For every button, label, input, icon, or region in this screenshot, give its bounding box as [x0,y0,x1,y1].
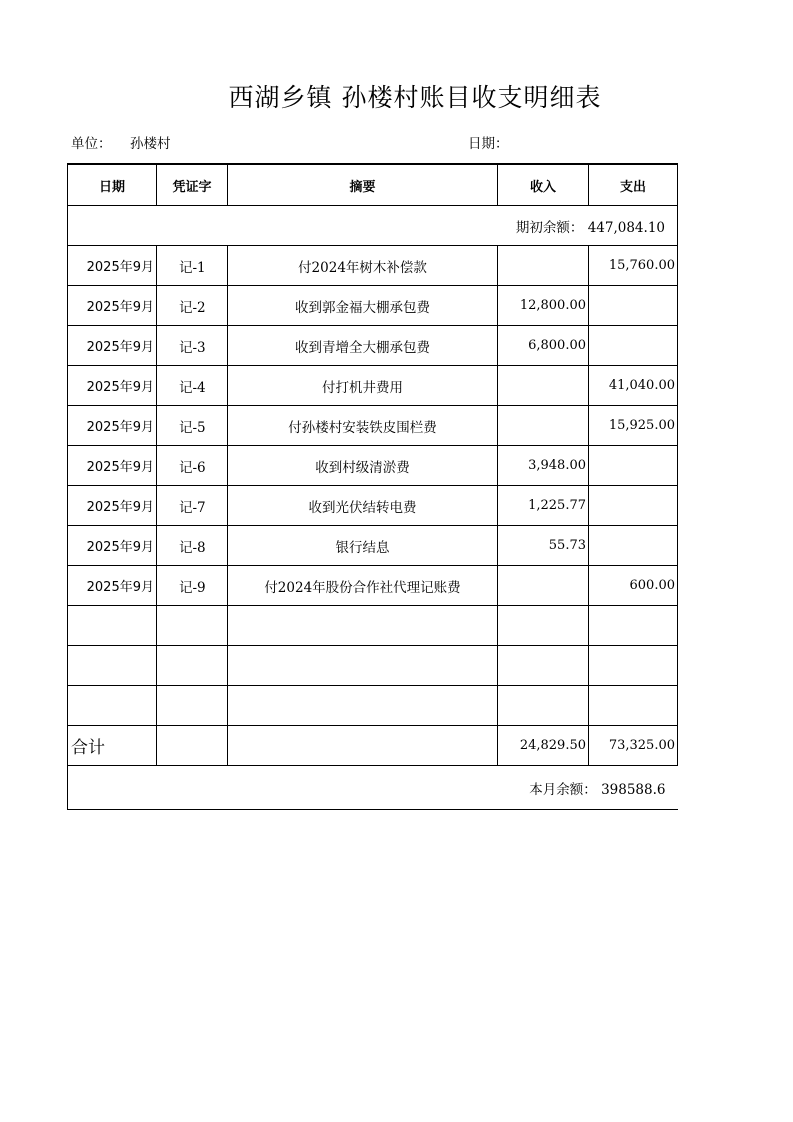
cell-expense: 15,760.00 [589,246,678,286]
cell-summary [228,646,498,686]
cell-expense [589,486,678,526]
table-row [68,406,678,446]
table-row-empty [68,606,678,646]
cell-voucher: 记-2 [157,286,228,326]
cell-expense [589,446,678,486]
cell-date: 2025年9月 [68,406,157,446]
cell-expense [589,326,678,366]
cell-summary: 付2024年树木补偿款 [228,246,498,286]
cell-date [68,646,157,686]
closing-balance-row [68,766,678,810]
total-income: 24,829.50 [498,726,589,766]
table-row-empty [68,686,678,726]
cell-date: 2025年9月 [68,326,157,366]
cell-date: 2025年9月 [68,566,157,606]
total-voucher-cell [157,726,228,766]
cell-income [498,566,589,606]
cell-expense: 41,040.00 [589,366,678,406]
cell-income: 6,800.00 [498,326,589,366]
cell-income [498,366,589,406]
total-summary-cell [228,726,498,766]
cell-expense: 600.00 [589,566,678,606]
cell-income: 3,948.00 [498,446,589,486]
cell-income: 12,800.00 [498,286,589,326]
cell-date: 2025年9月 [68,486,157,526]
cell-income [498,246,589,286]
cell-voucher: 记-4 [157,366,228,406]
cell-expense [589,286,678,326]
cell-voucher [157,606,228,646]
cell-date: 2025年9月 [68,286,157,326]
table-row [68,446,678,486]
date-label: 日期： [468,136,509,152]
cell-income: 55.73 [498,526,589,566]
cell-voucher: 记-1 [157,246,228,286]
closing-balance: 本月余额： 398588.6 [68,766,678,810]
cell-income [498,686,589,726]
table-row [68,326,678,366]
cell-voucher: 记-3 [157,326,228,366]
cell-summary: 付孙楼村安装铁皮围栏费 [228,406,498,446]
cell-date [68,606,157,646]
total-expense: 73,325.00 [589,726,678,766]
cell-date: 2025年9月 [68,446,157,486]
cell-voucher: 记-6 [157,446,228,486]
cell-date [68,686,157,726]
cell-voucher: 记-8 [157,526,228,566]
cell-voucher [157,686,228,726]
cell-summary: 收到青增全大棚承包费 [228,326,498,366]
cell-income [498,606,589,646]
cell-summary: 付打机井费用 [228,366,498,406]
cell-voucher: 记-7 [157,486,228,526]
table-row [68,486,678,526]
cell-summary: 收到光伏结转电费 [228,486,498,526]
header-summary: 摘要 [228,164,498,206]
cell-summary: 收到村级清淤费 [228,446,498,486]
cell-date: 2025年9月 [68,366,157,406]
unit-label: 单位： [71,136,112,152]
cell-date: 2025年9月 [68,526,157,566]
table-row [68,526,678,566]
opening-balance: 期初余额： 447,084.10 [68,206,678,246]
header-income: 收入 [498,164,589,206]
cell-summary: 付2024年股份合作社代理记账费 [228,566,498,606]
cell-expense [589,686,678,726]
cell-expense [589,526,678,566]
total-label: 合计 [68,726,157,766]
cell-expense: 15,925.00 [589,406,678,446]
cell-voucher [157,646,228,686]
cell-expense [589,606,678,646]
cell-summary: 银行结息 [228,526,498,566]
cell-summary [228,686,498,726]
table-row [68,286,678,326]
opening-balance-row [68,206,678,246]
cell-voucher: 记-5 [157,406,228,446]
ledger-table [67,163,678,810]
cell-income [498,646,589,686]
table-row [68,246,678,286]
cell-summary [228,606,498,646]
cell-date: 2025年9月 [68,246,157,286]
header-date: 日期 [68,164,157,206]
cell-voucher: 记-9 [157,566,228,606]
table-row [68,566,678,606]
cell-expense [589,646,678,686]
unit-value: 孙楼村 [130,136,171,152]
cell-income [498,406,589,446]
total-row [68,726,678,766]
table-row [68,366,678,406]
header-expense: 支出 [589,164,678,206]
header-voucher: 凭证字 [157,164,228,206]
cell-summary: 收到郭金福大棚承包费 [228,286,498,326]
header-row [68,164,678,206]
cell-income: 1,225.77 [498,486,589,526]
page-title: 西湖乡镇 孙楼村账目收支明细表 [228,83,602,112]
table-row-empty [68,646,678,686]
